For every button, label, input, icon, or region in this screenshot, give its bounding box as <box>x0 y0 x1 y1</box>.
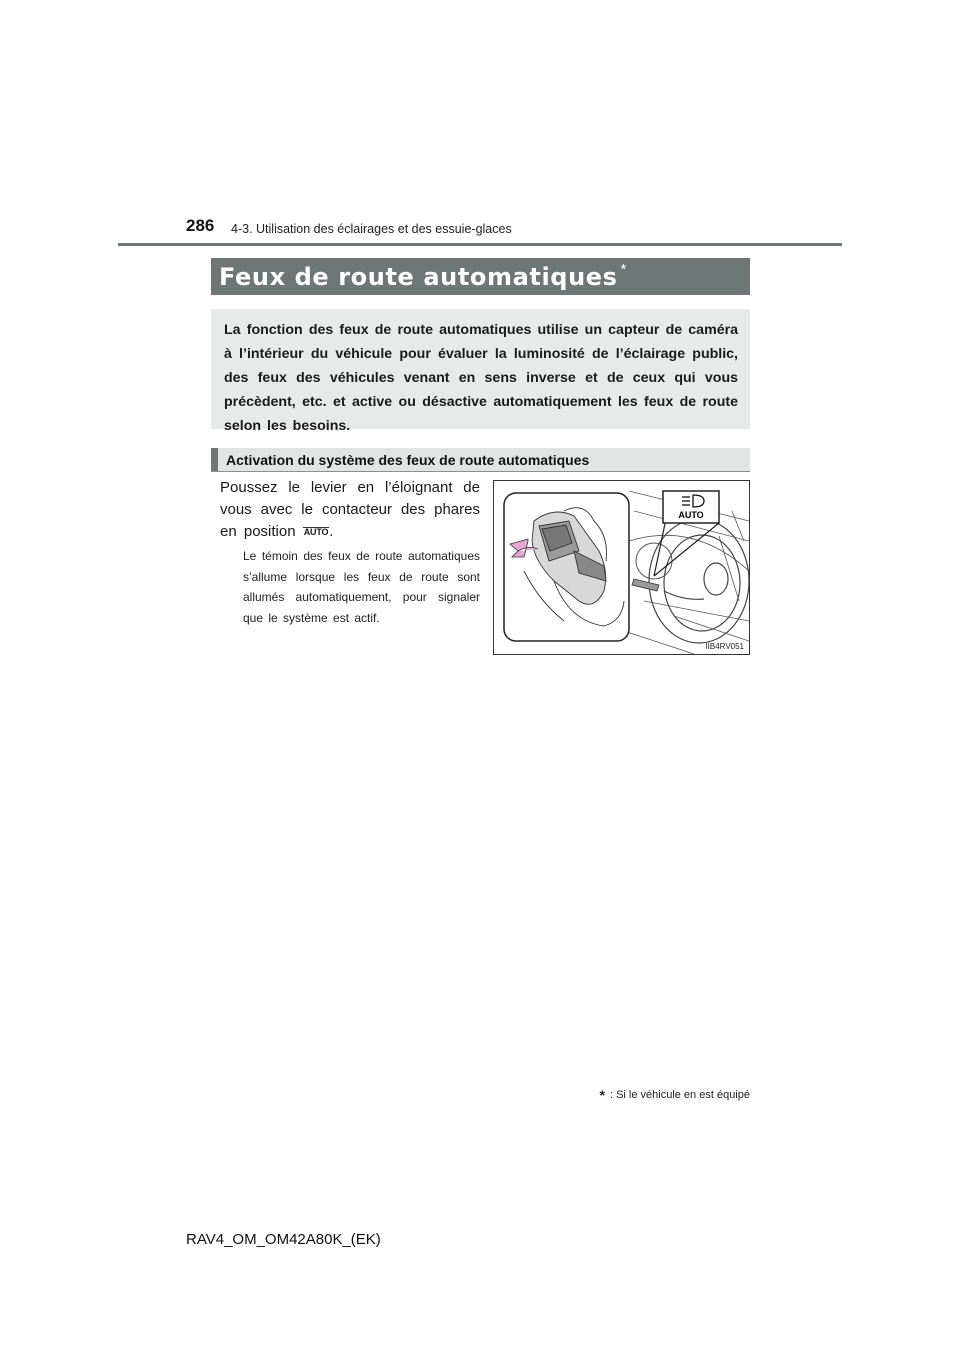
title-asterisk: * <box>620 261 627 278</box>
footnote-text: : Si le véhicule en est équipé <box>609 1089 750 1101</box>
lever-illustration <box>493 480 750 655</box>
intro-text: La fonction des feux de route automatiques utilise un capteur de caméra à l’intérieur du véhicule pour évaluer la luminosité de l’éclairage public, des feux des véhicules venant en sens inverse et de ceux qui vous précèdent, etc. et active ou désactive automatiquement les feux de route selon les besoins. <box>224 322 738 434</box>
subsection-title: Activation du système des feux de route automatiques <box>226 451 590 468</box>
figure-id: IIB4RV051 <box>705 642 744 651</box>
title-bar <box>211 258 750 295</box>
page-number: 286 <box>186 216 215 235</box>
lever-illustration-drawing <box>494 481 749 654</box>
subsection-bar <box>211 448 750 472</box>
section-label: 4-3. Utilisation des éclairages et des essuie-glaces <box>231 222 512 236</box>
footnote <box>584 1087 750 1103</box>
indicator-note: Le témoin des feux de route automatiques s’allume lorsque les feux de route sont allumés automatiquement, pour signaler que le système est actif. <box>243 549 480 625</box>
footnote-asterisk: * <box>599 1087 605 1103</box>
document-code: RAV4_OM_OM42A80K_(EK) <box>186 1231 381 1248</box>
page-title: Feux de route automatiques <box>219 262 618 291</box>
auto-headlight-icon: AUTO <box>303 527 329 537</box>
auto-symbol-label: AUTO <box>678 510 704 520</box>
instruction-text <box>220 477 480 543</box>
subsection-accent <box>211 448 218 471</box>
instruction-text-end: . <box>329 523 334 540</box>
header-rule <box>118 243 842 246</box>
instruction-text-start: Poussez le levier en l’éloignant de vous avec le contacteur des phares en position <box>220 479 480 540</box>
intro-box <box>211 309 750 434</box>
